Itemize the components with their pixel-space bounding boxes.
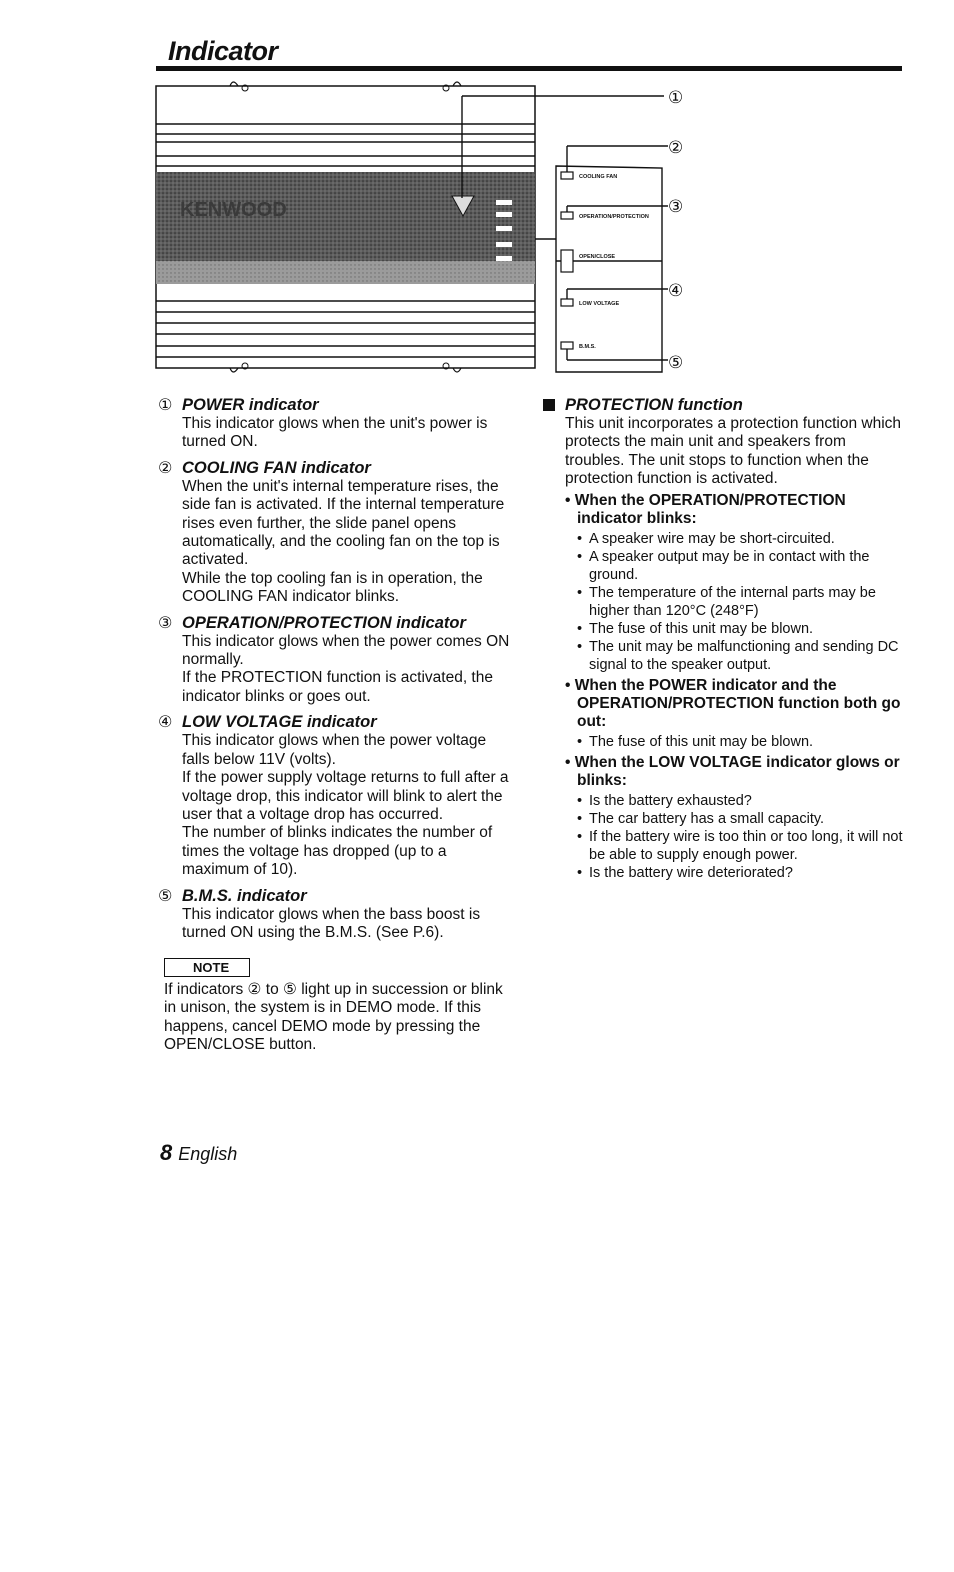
svg-text:COOLING FAN: COOLING FAN: [579, 174, 618, 180]
protection-intro: This unit incorporates a protection function which protects the main unit and speakers from troubles. The unit stops to function when the protection function is activated.: [565, 415, 902, 488]
callout-numbers: [668, 88, 683, 373]
svg-text:③: ③: [668, 197, 684, 217]
item-paragraph: This indicator glows when the bass boost is turned ON using the B.M.S. (See P.6).: [182, 905, 481, 941]
item-paragraph: This indicator glows when the unit's power is turned ON.: [182, 415, 488, 451]
protection-column: [541, 396, 906, 884]
svg-text:④: ④: [668, 281, 684, 301]
indicators-column: [158, 396, 514, 1054]
indicator-bms: [158, 887, 514, 943]
item-title: LOW VOLTAGE indicator: [182, 713, 377, 732]
bullet-item: • The fuse of this unit may be blown.: [577, 733, 906, 751]
bullet-item: • Is the battery wire deteriorated?: [577, 864, 906, 882]
note-text: If indicators ② to ⑤ light up in succession or blink in unison, the system is in DEMO mode. If this happens, cancel DEMO mode by pressing the OPEN/CLOSE button.: [164, 980, 503, 1053]
bullet-item: • A speaker output may be in contact with the ground.: [577, 548, 906, 584]
condition-heading: • When the LOW VOLTAGE indicator glows or blinks:: [565, 753, 900, 789]
page-footer: [160, 1140, 237, 1166]
item-paragraph: If the PROTECTION function is activated, the indicator blinks or goes out.: [182, 669, 493, 705]
bullet-item: • Is the battery exhausted?: [577, 792, 906, 810]
indicator-panel-labels: [579, 174, 649, 350]
page-number: 8: [160, 1140, 173, 1165]
svg-text:LOW VOLTAGE: LOW VOLTAGE: [579, 301, 620, 307]
bullet-item: • If the battery wire is too thin or too long, it will not be able to supply enough power.: [577, 828, 906, 864]
svg-text:②: ②: [668, 138, 684, 158]
indicator-cooling-fan: [158, 459, 514, 607]
brand-text: KENWOOD: [180, 199, 287, 221]
bullet-item: • The unit may be malfunctioning and sending DC signal to the speaker output.: [577, 638, 906, 674]
svg-text:OPERATION/PROTECTION: OPERATION/PROTECTION: [579, 214, 649, 220]
indicator-panel-leds: [561, 172, 573, 349]
indicator-low-voltage: [158, 713, 514, 879]
item-number: ①: [158, 397, 173, 414]
protection-heading: [541, 396, 906, 415]
protection-title: PROTECTION function: [565, 396, 743, 414]
item-title: POWER indicator: [182, 396, 319, 414]
item-title: B.M.S. indicator: [182, 886, 307, 905]
item-title: OPERATION/PROTECTION indicator: [182, 613, 466, 632]
condition-heading: • When the OPERATION/PROTECTION indicator blinks:: [565, 491, 846, 527]
indicator-power: [158, 396, 514, 452]
item-paragraph: This indicator glows when the power comes ON normally.: [182, 632, 510, 669]
item-title: COOLING FAN indicator: [182, 458, 371, 477]
amplifier-diagram: [150, 76, 710, 386]
note-label: NOTE: [164, 958, 250, 977]
item-paragraph: If the power supply voltage returns to full after a voltage drop, this indicator will blink to alert the user that a voltage drop has occurred.: [182, 769, 509, 823]
indicator-operation-protection: [158, 614, 514, 707]
section-square-icon: [543, 399, 555, 411]
item-paragraph: This indicator glows when the power voltage falls below 11V (volts).: [182, 732, 487, 768]
item-number: ③: [158, 614, 173, 632]
condition-bullets: [577, 530, 906, 674]
item-number: ④: [158, 714, 173, 732]
item-paragraph: While the top cooling fan is in operation, the COOLING FAN indicator blinks.: [182, 569, 483, 606]
page-language: English: [178, 1144, 238, 1164]
bullet-item: • The fuse of this unit may be blown.: [577, 620, 906, 638]
bullet-item: • The car battery has a small capacity.: [577, 810, 906, 828]
condition-bullets: [577, 792, 906, 882]
item-paragraph: When the unit's internal temperature rises, the side fan is activated. If the internal temperature rises even further, the slide panel opens automatically, and the cooling fan on the top is activated.: [182, 477, 505, 569]
title-rule: [156, 66, 902, 71]
item-number: ⑤: [158, 887, 173, 905]
condition-heading: • When the POWER indicator and the OPERATION/PROTECTION function both go out:: [565, 676, 901, 730]
svg-text:①: ①: [668, 88, 684, 108]
svg-text:⑤: ⑤: [668, 353, 684, 373]
item-paragraph: The number of blinks indicates the number of times the voltage has dropped (up to a maximum of 10).: [182, 824, 493, 879]
bullet-item: • A speaker wire may be short-circuited.: [577, 530, 906, 548]
condition-bullets: [577, 733, 906, 751]
bullet-item: • The temperature of the internal parts may be higher than 120°C (248°F): [577, 584, 906, 620]
svg-text:B.M.S.: B.M.S.: [579, 344, 596, 350]
svg-text:OPEN/CLOSE: OPEN/CLOSE: [579, 254, 616, 260]
page-title: Indicator: [168, 36, 278, 66]
item-number: ②: [158, 459, 173, 477]
